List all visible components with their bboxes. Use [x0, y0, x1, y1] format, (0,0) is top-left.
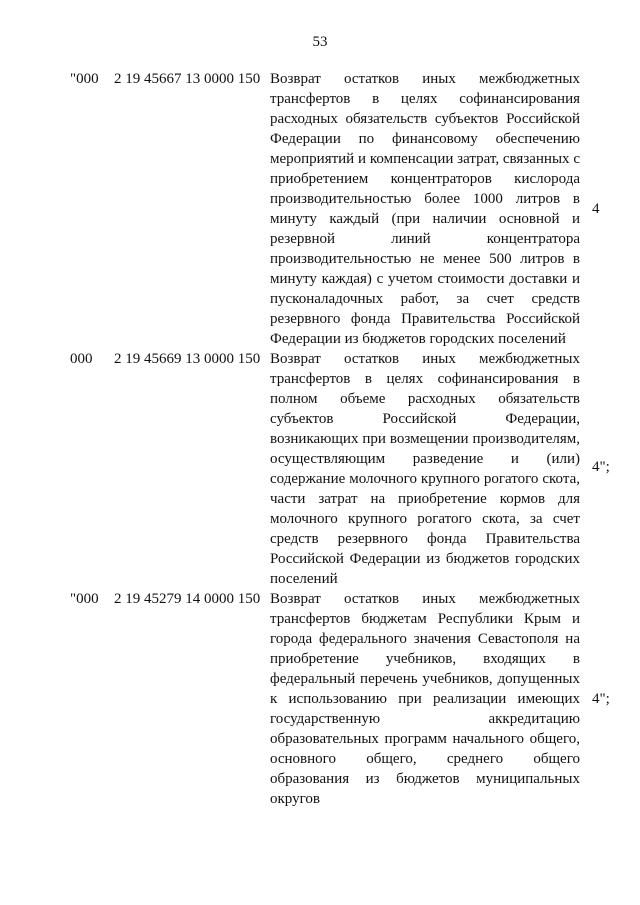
- row-description: Возврат остатков иных межбюджетных трансфертов бюджетам Республики Крым и города федерального значения Севастополя на приобретение учебников, входящих в федеральный перечень учебников, допущенных к использованию при реализации имеющих государственную аккредитацию образовательных программ начального общего, основного общего, среднего общего образования из бюджетов муниципальных округов: [270, 591, 580, 807]
- admin-code: "000: [70, 71, 99, 87]
- allocation-norm: 4: [592, 201, 600, 217]
- page-number: 53: [312, 34, 328, 50]
- admin-code: "000: [70, 591, 99, 607]
- allocation-norm: 4";: [592, 459, 610, 475]
- table-row: [0, 69, 640, 349]
- row-description: Возврат остатков иных межбюджетных трансфертов в целях софинансирования в полном объеме расходных обязательств субъектов Российской Федерации, возникающих при возмещении производителям, осуществляющим разведение и (или) содержание молочного крупного рогатого скота, части затрат на приобретение кормов для молочного крупного рогатого скота, за счет средств резервного фонда Правительства Российской Федерации из бюджетов городских поселений: [270, 351, 580, 587]
- kbk-code: 2 19 45667 13 0000 150: [114, 71, 261, 87]
- table-row: [0, 349, 640, 589]
- admin-code: 000: [70, 351, 93, 367]
- table-row: [0, 589, 640, 809]
- allocation-norm: 4";: [592, 691, 610, 707]
- kbk-code: 2 19 45669 13 0000 150: [114, 351, 261, 367]
- kbk-code: 2 19 45279 14 0000 150: [114, 591, 261, 607]
- row-description: Возврат остатков иных межбюджетных трансфертов в целях софинансирования расходных обязательств субъектов Российской Федерации по финансовому обеспечению мероприятий и компенсации затрат, связанных с приобретением концентраторов кислорода производительностью более 1000 литров в минуту каждый (при наличии основной и резервной линий концентратора производительностью не менее 500 литров в минуту каждая) с учетом стоимости доставки и пусконаладочных работ, за счет средств резервного фонда Правительства Российской Федерации из бюджетов городских поселений: [270, 71, 580, 347]
